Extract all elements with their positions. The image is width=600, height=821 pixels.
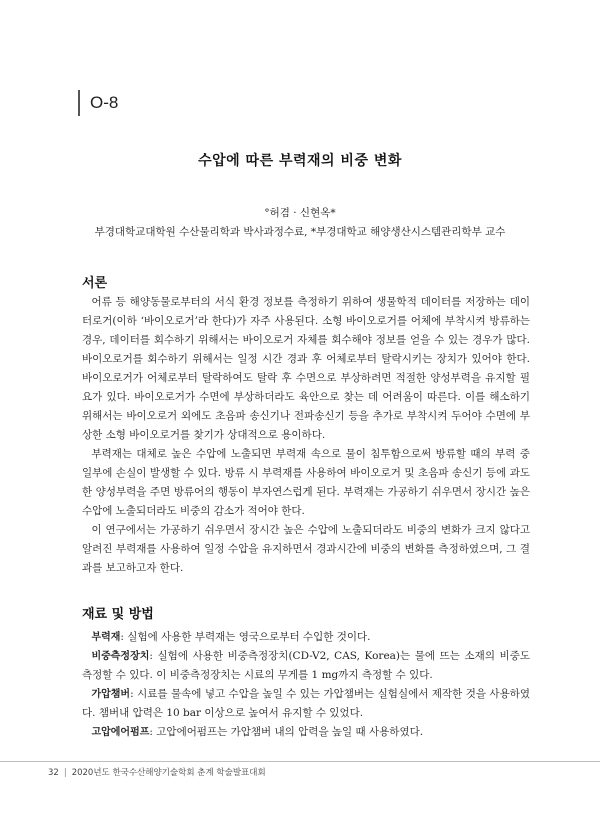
author-line: °허겸 · 신현옥* (264, 207, 336, 219)
footer-separator: | (63, 768, 67, 778)
paper-title: 수압에 따른 부력재의 비중 변화 (198, 153, 402, 169)
page-footer (48, 766, 266, 778)
intro-heading: 서론 (82, 276, 108, 291)
methods-item-air-pump (82, 723, 530, 742)
footer-divider (0, 761, 600, 762)
term-label: 고압에어펌프 (91, 727, 150, 738)
term-label: 비중측정장치 (91, 651, 150, 662)
term-text: : 시료를 물속에 넣고 수압을 높일 수 있는 가압챔버는 실험실에서 제작한 것을 사용하였다. 챔버내 압력은 10 bar 이상으로 높여서 유지할 수 있었다. (82, 688, 530, 719)
term-label: 부력재 (91, 632, 121, 643)
conference-name: 2020년도 한국수산해양기술학회 춘계 학술발표대회 (71, 768, 266, 778)
intro-paragraph-3: 이 연구에서는 가공하기 쉬우면서 장시간 높은 수압에 노출되더라도 비중의 변화가 크지 않다고 알려진 부력재를 사용하여 일정 수압을 유지하면서 경과시간에 비중의 변화를 측정하였으며, 그 결과를 보고하고자 한다. (82, 524, 530, 574)
intro-paragraph-1: 어류 등 해양동물로부터의 서식 환경 정보를 측정하기 위하여 생물학적 데이터를 저장하는 데이터로거(이하 ‘바이오로거’라 한다)가 자주 사용된다. 소형 바이오로거를 어체에 부착시켜 방류하는 경우, 데이터를 회수하기 위해서는 바이오로거 자체를 회수해야 정보를 얻을 수 있는 경우가 많다. 바이오로거를 회수하기 위해서는 일정 시간 경과 후 어체로부터 탈락시키는 장치가 있어야 한다. 바이오로거가 어체로부터 탈락하여도 탈락 후 수면으로 부상하려면 적절한 양성부력을 유지할 필요가 있다. 바이오로거가 수면에 부상하더라도 육안으로 찾는 데 어려움이 따른다. 이를 해소하기 위해서는 바이오로거 외에도 초음파 송신기나 전파송신기 등을 추가로 부착시켜 두어야 수면에 부상한 소형 바이오로거를 찾기가 상대적으로 용이하다. (82, 296, 530, 441)
methods-body (82, 628, 530, 742)
term-label: 가압챔버 (91, 689, 131, 700)
methods-item-pressure-chamber (82, 685, 530, 723)
term-text: : 실험에 사용한 비중측정장치(CD-V2, CAS, Korea)는 물에 뜨는 소재의 비중도 측정할 수 있다. 이 비중측정장치는 시료의 무게를 1 mg까지 측정할 수 있다. (82, 650, 530, 681)
methods-item-buoyancy (82, 628, 530, 647)
session-badge: O-8 (78, 90, 118, 116)
methods-heading: 재료 및 방법 (82, 607, 154, 622)
methods-item-density-meter (82, 647, 530, 685)
affiliation-line: 부경대학교대학원 수산물리학과 박사과정수료, *부경대학교 해양생산시스템관리학부 교수 (94, 226, 506, 238)
page-number: 32 (48, 768, 59, 778)
term-text: : 실험에 사용한 부력재는 영국으로부터 수입한 것이다. (120, 631, 371, 643)
intro-body (82, 293, 530, 578)
intro-paragraph-2: 부력재는 대체로 높은 수압에 노출되면 부력재 속으로 물이 침투함으로써 방류할 때의 부력 중 일부에 손실이 발생할 수 있다. 방류 시 부력재를 사용하여 바이오로거 및 초음파 송신기 등에 과도한 양성부력을 주면 방류어의 행동이 부자연스럽게 된다. 부력재는 가공하기 쉬우면서 장시간 높은 수압에 노출되더라도 비중의 감소가 적어야 한다. (82, 448, 530, 517)
term-text: : 고압에어펌프는 가압챔버 내의 압력을 높일 때 사용하였다. (149, 726, 424, 738)
